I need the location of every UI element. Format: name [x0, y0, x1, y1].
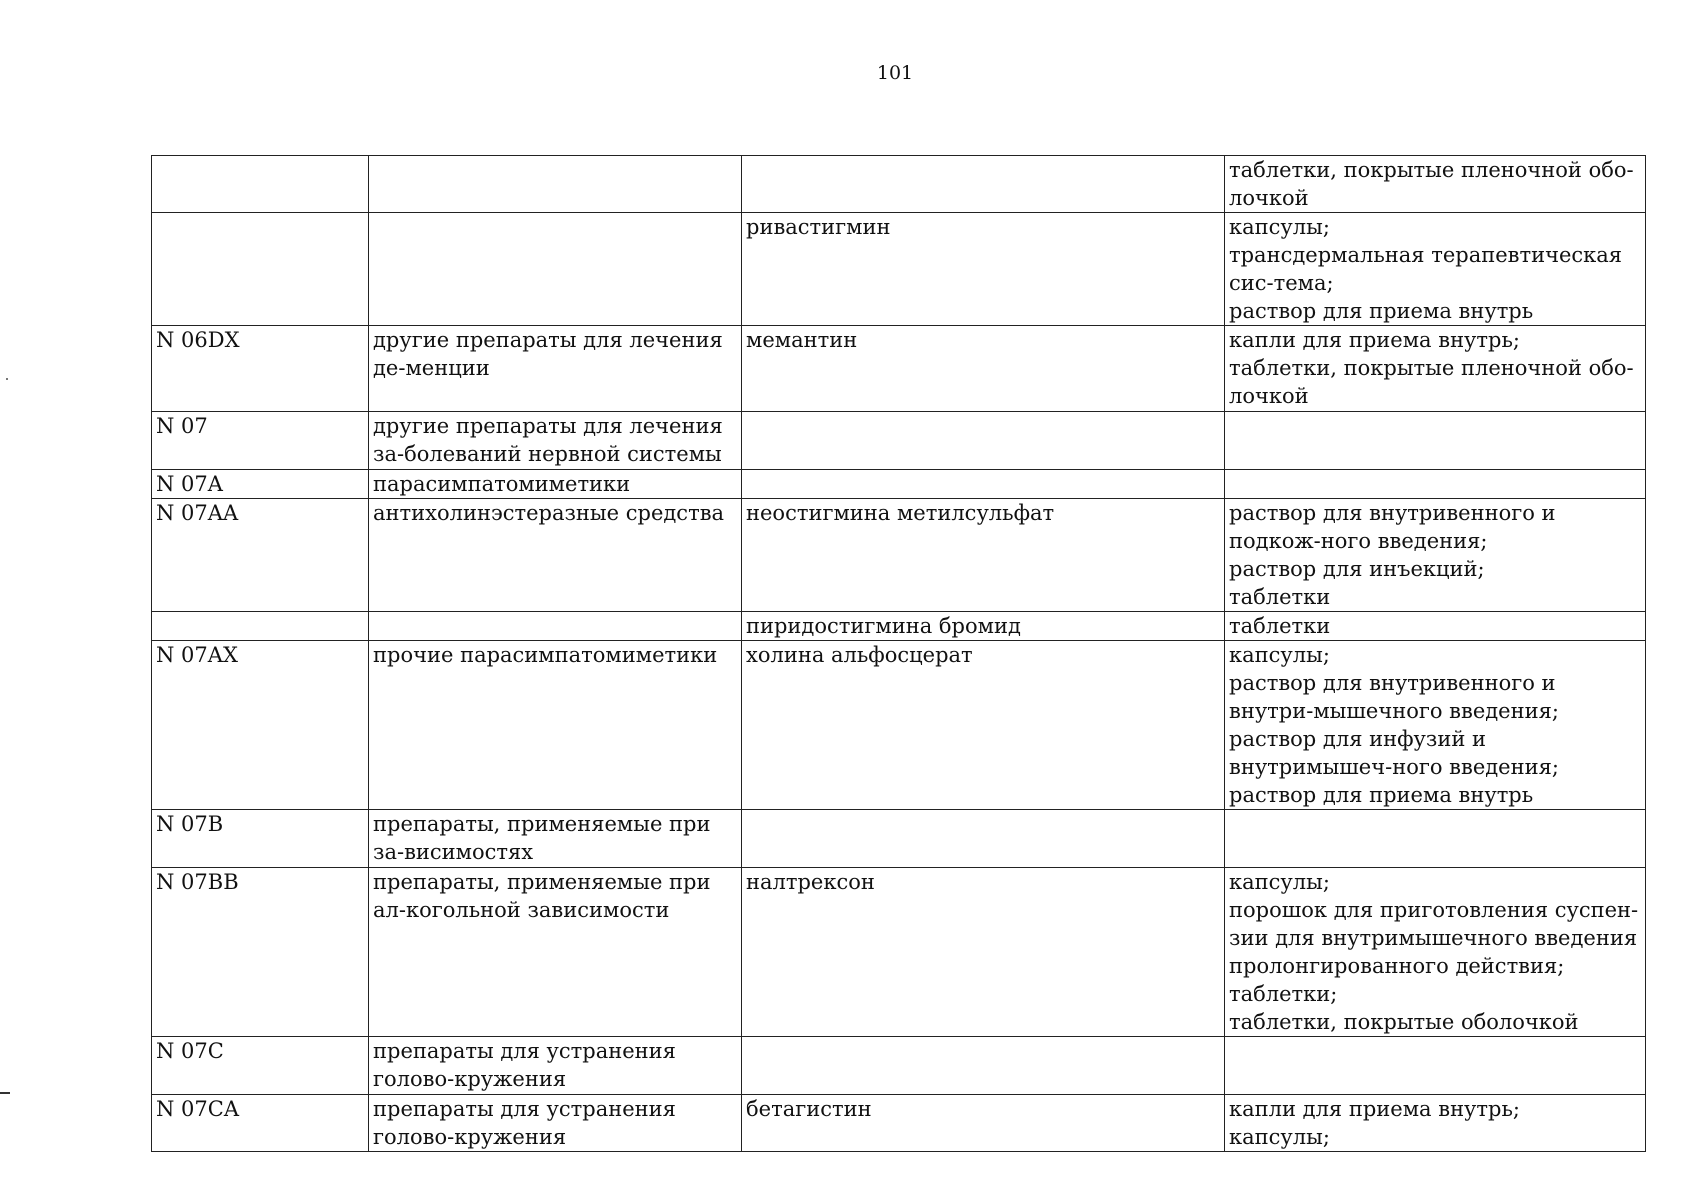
group-cell: [369, 156, 742, 213]
dosage-form-line: порошок для приготовления суспен-зии для внутримышечного введения пролонгированного действия;: [1229, 898, 1639, 978]
dosage-form-line: раствор для внутривенного и подкож-ного введения;: [1229, 501, 1556, 553]
dosage-form-cell: [1225, 156, 1646, 213]
drug-name-cell: неостигмина метилсульфат: [742, 499, 1225, 612]
dosage-form-cell: [1225, 499, 1646, 612]
dosage-form-line: капсулы;: [1229, 870, 1330, 894]
dosage-form-cell: [1225, 1095, 1646, 1152]
group-cell: прочие парасимпатомиметики: [369, 641, 742, 810]
group-cell: препараты для устранения голово-кружения: [369, 1095, 742, 1152]
dosage-form-line: раствор для инфузий и внутримышеч-ного введения;: [1229, 727, 1559, 779]
table-row: [152, 868, 1646, 1037]
group-cell: препараты, применяемые при за-висимостях: [369, 810, 742, 868]
table-row: [152, 499, 1646, 612]
drug-name-cell: [742, 810, 1225, 868]
table-row: [152, 1095, 1646, 1152]
table-row: [152, 213, 1646, 326]
dosage-form-line: капсулы;: [1229, 643, 1330, 667]
dosage-form-line: капсулы;: [1229, 215, 1330, 239]
drug-name-cell: пиридостигмина бромид: [742, 612, 1225, 641]
group-cell: другие препараты для лечения де-менции: [369, 326, 742, 412]
dosage-form-cell: [1225, 412, 1646, 470]
margin-mark: [0, 1092, 10, 1094]
dosage-form-line: таблетки;: [1229, 982, 1338, 1006]
drug-name-cell: мемантин: [742, 326, 1225, 412]
dosage-form-cell: [1225, 612, 1646, 641]
table-row: [152, 326, 1646, 412]
dosage-form-cell: [1225, 470, 1646, 499]
dosage-form-line: таблетки, покрытые пленочной обо-лочкой: [1229, 356, 1634, 408]
group-cell: препараты для устранения голово-кружения: [369, 1037, 742, 1095]
dosage-form-cell: [1225, 868, 1646, 1037]
dosage-form-line: капли для приема внутрь;: [1229, 1097, 1520, 1121]
group-cell: парасимпатомиметики: [369, 470, 742, 499]
dosage-form-line: капли для приема внутрь;: [1229, 328, 1520, 352]
dosage-form-line: таблетки: [1229, 585, 1331, 609]
atc-code-cell: N 07BB: [152, 868, 369, 1037]
atc-code-cell: N 07B: [152, 810, 369, 868]
table-row: [152, 612, 1646, 641]
dosage-form-line: раствор для инъекций;: [1229, 557, 1485, 581]
drug-name-cell: [742, 1037, 1225, 1095]
table-row: [152, 810, 1646, 868]
dosage-form-line: раствор для приема внутрь: [1229, 299, 1534, 323]
dosage-form-line: капсулы;: [1229, 1125, 1330, 1149]
group-cell: другие препараты для лечения за-болеваний нервной системы: [369, 412, 742, 470]
dosage-form-line: раствор для внутривенного и внутри-мышечного введения;: [1229, 671, 1559, 723]
drug-table: [151, 155, 1646, 1152]
dosage-form-line: таблетки, покрытые пленочной обо-лочкой: [1229, 158, 1634, 210]
dosage-form-cell: [1225, 326, 1646, 412]
atc-code-cell: N 07AA: [152, 499, 369, 612]
group-cell: антихолинэстеразные средства: [369, 499, 742, 612]
dosage-form-line: таблетки: [1229, 614, 1331, 638]
table-row: [152, 412, 1646, 470]
group-cell: препараты, применяемые при ал-когольной зависимости: [369, 868, 742, 1037]
drug-name-cell: [742, 470, 1225, 499]
group-cell: [369, 213, 742, 326]
table-row: [152, 1037, 1646, 1095]
group-cell: [369, 612, 742, 641]
dosage-form-line: таблетки, покрытые оболочкой: [1229, 1010, 1579, 1034]
drug-name-cell: холина альфосцерат: [742, 641, 1225, 810]
atc-code-cell: [152, 213, 369, 326]
atc-code-cell: N 07A: [152, 470, 369, 499]
drug-name-cell: ривастигмин: [742, 213, 1225, 326]
dosage-form-cell: [1225, 810, 1646, 868]
dosage-form-cell: [1225, 641, 1646, 810]
dosage-form-cell: [1225, 1037, 1646, 1095]
dosage-form-line: раствор для приема внутрь: [1229, 783, 1534, 807]
drug-name-cell: бетагистин: [742, 1095, 1225, 1152]
atc-code-cell: N 07: [152, 412, 369, 470]
atc-code-cell: [152, 156, 369, 213]
atc-code-cell: N 07C: [152, 1037, 369, 1095]
atc-code-cell: N 07AX: [152, 641, 369, 810]
scan-speck: [6, 378, 8, 380]
atc-code-cell: N 07CA: [152, 1095, 369, 1152]
page-number: 101: [876, 62, 914, 84]
drug-name-cell: [742, 412, 1225, 470]
table-row: [152, 156, 1646, 213]
table-row: [152, 641, 1646, 810]
dosage-form-cell: [1225, 213, 1646, 326]
atc-code-cell: [152, 612, 369, 641]
dosage-form-line: трансдермальная терапевтическая сис-тема;: [1229, 243, 1623, 295]
atc-code-cell: N 06DX: [152, 326, 369, 412]
drug-name-cell: [742, 156, 1225, 213]
drug-name-cell: налтрексон: [742, 868, 1225, 1037]
table-row: [152, 470, 1646, 499]
